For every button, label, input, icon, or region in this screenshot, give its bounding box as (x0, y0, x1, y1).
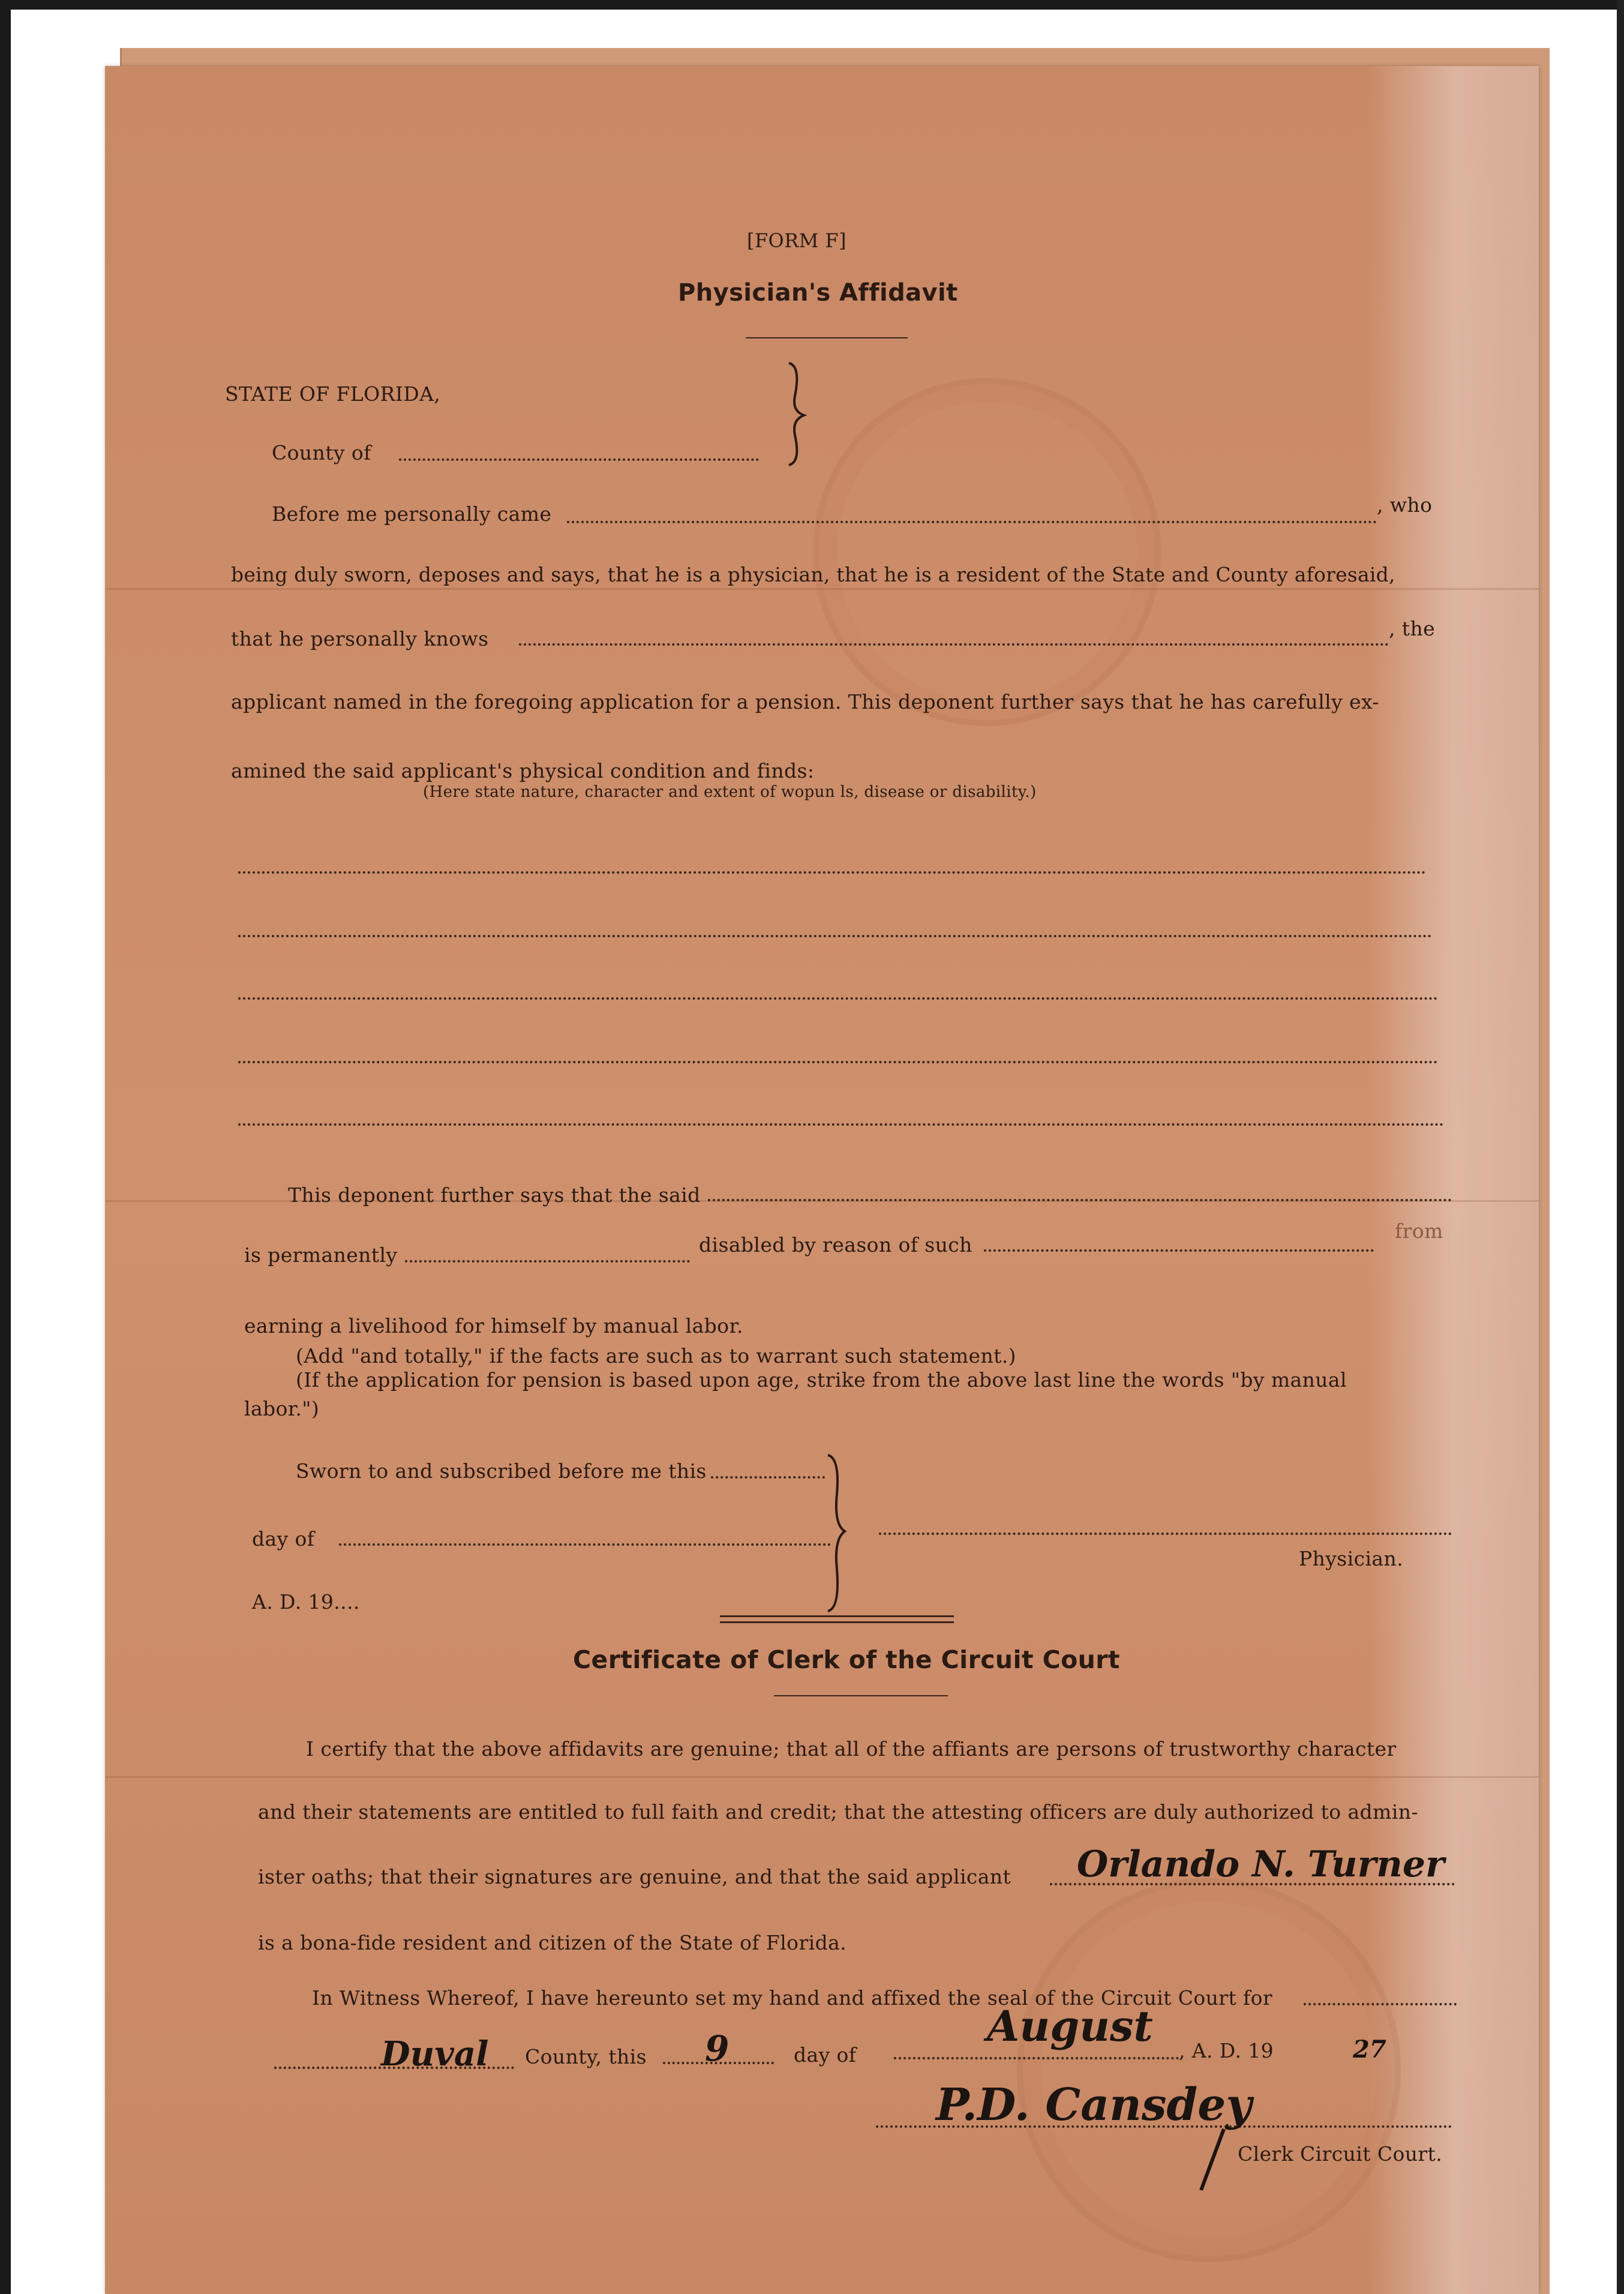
ad-year-label: A. D. 19.... (252, 1590, 360, 1614)
certify-line-1: I certify that the above affidavits are genuine; that all of the affiants are persons of trustworthy character (306, 1737, 1397, 1761)
brace (777, 360, 813, 468)
month-blank (339, 1543, 831, 1546)
before-me-label: Before me personally came (272, 502, 552, 526)
section-double-rule (720, 1621, 954, 1623)
county-blank (399, 458, 759, 461)
findings-line (238, 997, 1438, 1000)
clerk-certificate-title: Certificate of Clerk of the Circuit Court (573, 1645, 1120, 1674)
certify-line-3: ister oaths; that their signatures are genuine, and that the said applicant (258, 1865, 1011, 1888)
disability-blank (984, 1249, 1374, 1252)
findings-line (238, 935, 1432, 937)
clerk-label: Clerk Circuit Court. (1238, 2142, 1443, 2166)
applicant-line: applicant named in the foregoing application for a pension. This deponent further says that he has carefully ex- (231, 690, 1379, 713)
witness-line: In Witness Whereof, I have hereunto set my hand and affixed the seal of the Circuit Court for (312, 1986, 1273, 2010)
clerk-title-rule (774, 1695, 948, 1696)
sworn-day-blank (711, 1476, 825, 1479)
embossed-seal (813, 378, 1161, 726)
scan-border-top (0, 0, 1624, 10)
embossed-seal (1017, 1878, 1401, 2262)
handwritten-clerk-signature: P.D. Cansdey (936, 2079, 1252, 2131)
day-of-label-2: day of (794, 2043, 857, 2067)
state-label: STATE OF FLORIDA, (225, 382, 441, 406)
note-totally: (Add "and totally," if the facts are such as to warrant such statement.) (296, 1344, 1016, 1368)
applicant-blank (519, 643, 1389, 646)
handwritten-year: 27 (1353, 2035, 1386, 2064)
findings-line (238, 1123, 1444, 1126)
county-label: County of (272, 441, 371, 464)
physician-label: Physician. (1299, 1547, 1404, 1570)
the-label: , the (1389, 617, 1436, 640)
title-rule (746, 337, 908, 338)
section-double-rule (720, 1615, 954, 1617)
sworn-subscribed-label: Sworn to and subscribed before me this (296, 1459, 707, 1483)
note-age: (If the application for pension is based upon age, strike from the above last line the words "by manual (296, 1368, 1347, 1392)
name-blank (567, 521, 1377, 523)
sworn-line: being duly sworn, deposes and says, that he is a physician, that he is a resident of the State and County aforesaid, (231, 563, 1395, 586)
court-blank (1304, 2003, 1457, 2005)
examined-note: (Here state nature, character and extent of wopun ls, disease or disability.) (423, 783, 1037, 801)
handwritten-county: Duval (381, 2034, 489, 2074)
said-blank (708, 1199, 1452, 1201)
note-labor: labor.") (244, 1397, 320, 1420)
scan-border-right (1617, 0, 1624, 2294)
findings-line (238, 1061, 1438, 1063)
form-label: [FORM F] (747, 229, 846, 252)
fold-crease (105, 1776, 1539, 1778)
examined-line: amined the said applicant's physical condition and finds: (231, 759, 815, 782)
brace (822, 1452, 852, 1614)
page-title: Physician's Affidavit (678, 279, 958, 307)
handwritten-applicant-name: Orlando N. Turner (1077, 1843, 1445, 1885)
who-label: , who (1377, 493, 1433, 517)
physician-signature-blank (879, 1533, 1452, 1535)
knows-label: that he personally knows (231, 627, 489, 650)
from-label: from (1395, 1219, 1443, 1243)
month-blank-2 (894, 2057, 1179, 2059)
handwritten-month: August (987, 2001, 1153, 2051)
permanently-label: is permanently (244, 1243, 398, 1267)
certify-line-4: is a bona-fide resident and citizen of the State of Florida. (258, 1931, 847, 1954)
scan-border-left (0, 0, 11, 2294)
county-this-label: County, this (525, 2045, 647, 2068)
affidavit-document (105, 66, 1539, 2294)
day-of-label: day of (252, 1527, 315, 1551)
signature-flourish (1194, 2124, 1230, 2196)
certify-line-2: and their statements are entitled to full faith and credit; that the attesting officers are duly authorized to admin- (258, 1800, 1418, 1824)
permanently-blank (405, 1260, 690, 1263)
handwritten-day: 9 (705, 2028, 730, 2069)
disabled-label: disabled by reason of such (699, 1233, 972, 1257)
livelihood-line: earning a livelihood for himself by manual labor. (244, 1314, 743, 1338)
findings-line (238, 871, 1426, 874)
further-says-label: This deponent further says that the said (288, 1183, 701, 1207)
ad-19-label: , A. D. 19 (1179, 2039, 1274, 2062)
